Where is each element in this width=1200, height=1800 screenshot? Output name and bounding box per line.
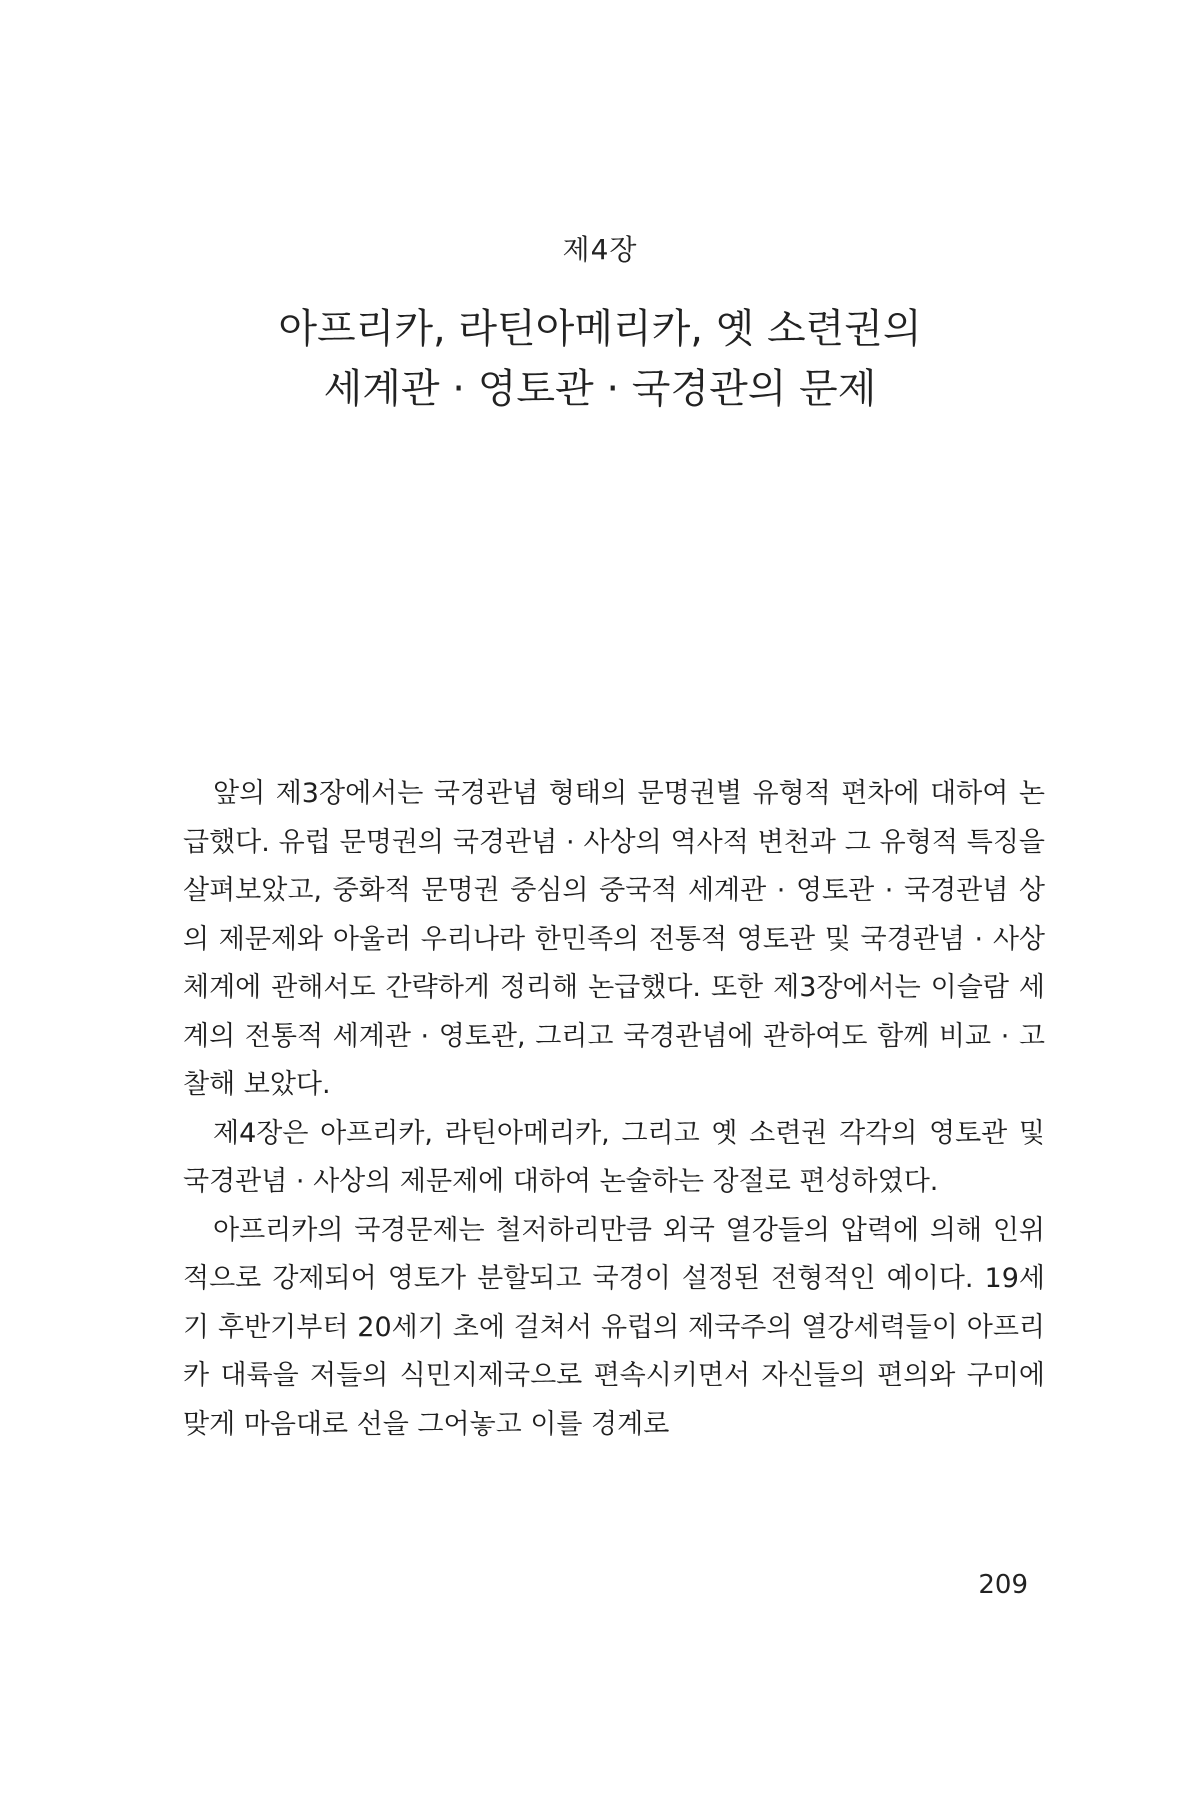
- chapter-label: 제4장: [562, 233, 638, 266]
- paragraph: 앞의 제3장에서는 국경관념 형태의 문명권별 유형적 편차에 대하여 논급했다. 유럽 문명권의 국경관념 · 사상의 역사적 변천과 그 유형적 특징을 살펴보았고, 중화적 문명권 중심의 중국적 세계관 · 영토관 · 국경관념 상의 제문제와 아울러 우리나라 한민족의 전통적 영토관 및 국경관념 · 사상체계에 관해서도 간략하게 정리해 논급했다. 또한 제3장에서는 이슬람 세계의 전통적 세계관 · 영토관, 그리고 국경관념에 관하여도 함께 비교 · 고찰해 보았다.: [183, 778, 1045, 1100]
- paragraph: 제4장은 아프리카, 라틴아메리카, 그리고 옛 소련권 각각의 영토관 및 국경관념 · 사상의 제문제에 대하여 논술하는 장절로 편성하였다.: [183, 1117, 1045, 1197]
- chapter-title-line-1: 아프리카, 라틴아메리카, 옛 소련권의: [278, 305, 922, 352]
- chapter-title-line-2: 세계관 · 영토관 · 국경관의 문제: [323, 365, 877, 412]
- paragraph: 아프리카의 국경문제는 철저하리만큼 외국 열강들의 압력에 의해 인위적으로 강제되어 영토가 분할되고 국경이 설정된 전형적인 예이다. 19세기 후반기부터 20세기 초에 걸쳐서 유럽의 제국주의 열강세력들이 아프리카 대륙을 저들의 식민지제국으로 편속시키면서 자신들의 편의와 구미에 맞게 마음대로 선을 그어놓고 이를 경계로: [183, 1214, 1045, 1440]
- body-text: [183, 770, 1045, 1449]
- page-number: 209: [978, 1570, 1028, 1600]
- chapter-title: [0, 299, 1200, 419]
